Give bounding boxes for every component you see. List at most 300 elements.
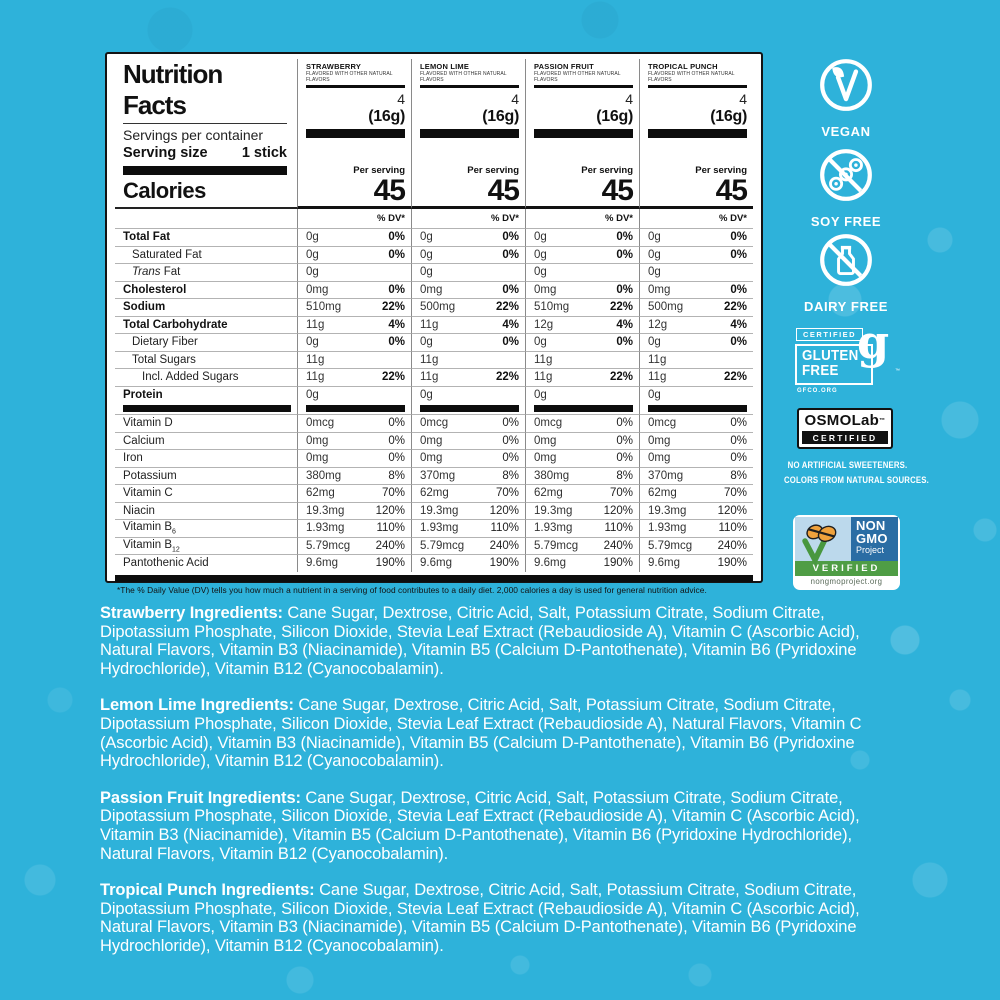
nutrient-daily-value: 70%	[723, 487, 747, 500]
ingredients-section	[100, 604, 906, 974]
nutrient-value-cell	[411, 467, 525, 485]
nutrient-value-cell	[639, 467, 753, 485]
ingredients-paragraph: Tropical Punch Ingredients: Cane Sugar, Dextrose, Citric Acid, Salt, Potassium Citrate, Sodium Citrate, Dipotassium Phosphate, Silicon Dioxide, Stevia Leaf Extract (Rebaudioside A), Vitamin C (Ascorbic Acid), Natural Flavors, Vitamin B3 (Niacinamide), Vitamin B5 (Calcium D-Pantothenate), Vitamin B6 (Pyridoxine Hydrochloride), Vitamin B12 (Cyanocobalamin).	[100, 881, 860, 955]
daily-value-footnote: *The % Daily Value (DV) tells you how much a nutrient in a serving of food contributes to a daily diet. 2,000 calories a day is used for general nutrition advice.	[117, 584, 707, 595]
nutrient-daily-value: 22%	[609, 371, 633, 384]
nutrient-label: Incl. Added Sugars	[142, 371, 239, 384]
nutrient-label-cell	[115, 449, 297, 467]
nutrient-daily-value: 0%	[616, 336, 633, 349]
divider-bar	[534, 85, 633, 88]
nutrient-label: Niacin	[123, 504, 155, 517]
osmolab-certified-label: CERTIFIED	[802, 431, 888, 444]
nutrient-value-cell	[639, 484, 753, 502]
table-row	[115, 467, 753, 485]
nutrient-amount: 0g	[420, 336, 433, 349]
nutrient-value-cell	[411, 228, 525, 246]
ingredients-title: Strawberry Ingredients:	[100, 604, 283, 622]
nutrient-daily-value: 4%	[616, 318, 633, 331]
nutrient-amount: 62mg	[306, 487, 335, 500]
nutrient-value-cell	[525, 368, 639, 386]
nutrient-value-cell	[297, 432, 411, 450]
flavor-serving-size: (16g)	[596, 108, 633, 125]
nutrient-daily-value: 0%	[388, 231, 405, 244]
nutrient-daily-value: 240%	[603, 539, 633, 552]
nutrient-amount: 0mg	[306, 283, 329, 296]
nutrient-amount: 12g	[648, 318, 668, 331]
nutrient-amount: 0g	[648, 336, 661, 349]
bottom-divider-bar	[115, 575, 753, 582]
nutrient-value-cell	[639, 449, 753, 467]
table-row	[115, 351, 753, 369]
table-row	[115, 414, 753, 432]
per-serving-label: Per serving	[467, 165, 519, 176]
nutrient-daily-value: 22%	[609, 301, 633, 314]
nutrient-daily-value: 0%	[502, 283, 519, 296]
nutrient-value-cell	[525, 467, 639, 485]
divider-bar	[306, 129, 405, 138]
daily-value-header: % DV*	[605, 213, 633, 224]
nutrient-daily-value: 0%	[730, 248, 747, 261]
nutrient-label-cell	[115, 246, 297, 264]
nutrient-amount: 0mg	[534, 452, 557, 465]
nutrient-value-cell	[639, 298, 753, 316]
nutrient-daily-value: 70%	[495, 487, 519, 500]
nutrient-value-cell	[411, 333, 525, 351]
nutrient-amount: 370mg	[420, 469, 456, 482]
nutrient-amount: 11g	[306, 371, 325, 384]
section-divider-bar	[534, 405, 633, 412]
nutrient-amount: 11g	[648, 353, 667, 366]
product-claims	[770, 458, 929, 488]
nutrient-daily-value: 0%	[616, 283, 633, 296]
certified-gluten-free-badge	[795, 315, 903, 394]
nutrient-label: Calcium	[123, 434, 165, 447]
vegan-badge	[813, 57, 879, 139]
nutrient-daily-value: 0%	[616, 248, 633, 261]
nutrient-amount: 500mg	[420, 301, 456, 314]
gfco-free-label: FREE	[802, 363, 839, 379]
nutrient-value-cell	[411, 368, 525, 386]
nutrient-value-cell	[411, 386, 525, 404]
flavor-serving-size: (16g)	[368, 108, 405, 125]
gfco-tm: ™	[895, 368, 900, 374]
flavor-subtitle: FLAVORED WITH OTHER NATURAL FLAVORS	[534, 71, 621, 83]
nutrient-label: Saturated Fat	[132, 248, 202, 261]
nutrient-daily-value: 0%	[388, 434, 405, 447]
nutrient-label: Iron	[123, 452, 143, 465]
nutrient-value-cell	[525, 298, 639, 316]
osmolab-logo	[802, 413, 888, 429]
osmolab-certified-badge	[797, 408, 893, 449]
nutrient-amount: 0g	[306, 336, 319, 349]
dairy-free-badge	[803, 232, 889, 314]
flavor-name: LEMON LIME	[420, 62, 470, 71]
serving-size-label: Serving size	[123, 145, 208, 161]
gfco-g-icon: g	[857, 315, 890, 369]
flavor-name: PASSION FRUIT	[534, 62, 594, 71]
nutrient-daily-value: 0%	[388, 417, 405, 430]
nutrient-amount: 0mg	[420, 283, 443, 296]
section-divider-cell	[639, 403, 753, 414]
calories-value: 45	[373, 174, 405, 207]
nutrient-amount: 0mg	[306, 452, 329, 465]
nutrient-value-cell	[297, 449, 411, 467]
nutrient-amount: 510mg	[534, 301, 570, 314]
vegan-label: VEGAN	[821, 124, 871, 139]
flavor-subtitle: FLAVORED WITH OTHER NATURAL FLAVORS	[306, 71, 393, 83]
nutrient-daily-value: 4%	[730, 318, 747, 331]
osmolab-brand: OSMOLab	[804, 412, 880, 429]
non-gmo-text-block	[851, 517, 898, 561]
table-row	[115, 298, 753, 316]
nutrient-amount: 5.79mcg	[648, 539, 693, 552]
section-divider-bar	[648, 405, 747, 412]
nutrient-amount: 11g	[306, 318, 325, 331]
nutrient-amount: 9.6mg	[534, 557, 566, 570]
nutrient-value-cell	[639, 432, 753, 450]
flavor-name: STRAWBERRY	[306, 62, 362, 71]
nutrient-amount: 0mg	[306, 434, 329, 447]
nutrient-label: Sodium	[123, 301, 166, 314]
nutrient-amount: 370mg	[648, 469, 684, 482]
nutrient-amount: 12g	[534, 318, 554, 331]
nutrient-amount: 19.3mg	[534, 504, 573, 517]
nutrient-value-cell	[639, 316, 753, 334]
table-row	[115, 386, 753, 404]
nutrient-daily-value: 110%	[490, 522, 519, 535]
nutrient-value-cell	[525, 519, 639, 537]
section-divider-bar	[123, 405, 291, 412]
gfco-gluten-label: GLUTEN	[802, 348, 859, 364]
nutrient-label-cell	[115, 519, 297, 537]
nutrient-daily-value: 22%	[495, 301, 519, 314]
nutrient-label-cell	[115, 432, 297, 450]
nutrient-amount: 11g	[306, 353, 325, 366]
vegan-icon	[818, 100, 874, 117]
nutrient-label-cell	[115, 368, 297, 386]
nutrient-value-cell	[525, 449, 639, 467]
daily-value-header-cell	[525, 209, 639, 228]
table-row	[115, 554, 753, 572]
nutrient-daily-value: 0%	[502, 452, 519, 465]
daily-value-header-spacer	[115, 209, 297, 228]
table-row	[115, 449, 753, 467]
table-row	[115, 316, 753, 334]
nutrient-amount: 0g	[534, 248, 547, 261]
nutrient-label: Vitamin $B_{12}$	[123, 538, 180, 553]
nutrient-rows	[115, 228, 753, 572]
ingredients-paragraph: Strawberry Ingredients: Cane Sugar, Dextrose, Citric Acid, Salt, Potassium Citrate, Sodium Citrate, Dipotassium Phosphate, Silicon Dioxide, Stevia Leaf Extract (Rebaudioside A), Vitamin C (Ascorbic Acid), Natural Flavors, Vitamin B3 (Niacinamide), Vitamin B5 (Calcium D-Pantothenate), Vitamin B6 (Pyridoxine Hydrochloride), Vitamin B12 (Cyanocobalamin).	[100, 604, 860, 678]
nutrient-amount: 0g	[306, 248, 319, 261]
nutrient-label-cell	[115, 467, 297, 485]
nutrient-amount: 0g	[534, 266, 547, 279]
nutrient-amount: 1.93mg	[420, 522, 459, 535]
nutrient-label-cell	[115, 333, 297, 351]
nutrient-amount: 0g	[420, 388, 433, 401]
nutrient-daily-value: 0%	[730, 452, 747, 465]
calories-label: Calories	[123, 178, 206, 203]
gfco-org-label: GFCO.ORG	[797, 388, 838, 394]
nutrient-value-cell	[297, 414, 411, 432]
daily-value-header-cell	[411, 209, 525, 228]
nutrient-label-cell	[115, 351, 297, 369]
flavor-name: TROPICAL PUNCH	[648, 62, 718, 71]
section-divider-cell	[411, 403, 525, 414]
nutrient-label-cell	[115, 554, 297, 572]
nutrient-daily-value: 8%	[616, 469, 633, 482]
flavor-serving-size: (16g)	[710, 108, 747, 125]
flavor-column-header	[639, 59, 753, 209]
nutrient-value-cell	[525, 537, 639, 555]
soy-free-badge	[808, 147, 884, 229]
nutrient-amount: 5.79mcg	[420, 539, 465, 552]
calories-value: 45	[601, 174, 633, 207]
nutrient-label-cell	[115, 263, 297, 281]
nutrient-amount: 0mg	[648, 283, 671, 296]
nutrient-label: Vitamin $B_6$	[123, 521, 176, 536]
nutrient-daily-value: 0%	[388, 452, 405, 465]
nutrient-amount: 0mg	[420, 434, 443, 447]
flavor-column-header	[525, 59, 639, 209]
nutrient-value-cell	[639, 519, 753, 537]
dairy-free-icon	[818, 275, 874, 292]
nutrient-value-cell	[525, 246, 639, 264]
nutrient-amount: 0g	[648, 388, 661, 401]
serving-size-row	[123, 144, 287, 163]
non-gmo-org-label: nongmoproject.org	[795, 576, 898, 588]
nutrient-amount: 380mg	[306, 469, 342, 482]
nutrient-daily-value: 110%	[604, 522, 633, 535]
nutrient-amount: 0mg	[420, 452, 443, 465]
nutrient-value-cell	[639, 351, 753, 369]
nutrient-value-cell	[411, 316, 525, 334]
nutrient-daily-value: 0%	[388, 248, 405, 261]
nutrient-label: Total Fat	[123, 231, 171, 244]
daily-value-header: % DV*	[719, 213, 747, 224]
nutrient-value-cell	[411, 432, 525, 450]
nutrient-daily-value: 0%	[730, 434, 747, 447]
nutrient-label-cell	[115, 386, 297, 404]
table-row	[115, 403, 753, 414]
nutrient-value-cell	[525, 281, 639, 299]
nutrient-daily-value: 0%	[730, 417, 747, 430]
nutrient-label: Total Carbohydrate	[123, 318, 228, 331]
nutrient-daily-value: 22%	[381, 371, 405, 384]
nutrient-label-cell	[115, 484, 297, 502]
nutrient-value-cell	[297, 368, 411, 386]
nutrient-daily-value: 190%	[375, 557, 405, 570]
nutrient-value-cell	[639, 281, 753, 299]
nutrient-daily-value: 70%	[381, 487, 405, 500]
daily-value-header: % DV*	[377, 213, 405, 224]
nutrient-daily-value: 4%	[502, 318, 519, 331]
table-row	[115, 333, 753, 351]
nutrient-daily-value: 110%	[718, 522, 747, 535]
nutrient-label: Pantothenic Acid	[123, 557, 209, 570]
nutrient-amount: 9.6mg	[306, 557, 338, 570]
calories-value: 45	[487, 174, 519, 207]
nutrient-value-cell	[411, 554, 525, 572]
nutrient-label: Total Sugars	[132, 353, 196, 366]
nutrient-amount: 0g	[534, 336, 547, 349]
ingredients-title: Lemon Lime Ingredients:	[100, 696, 294, 715]
flavor-subtitle: FLAVORED WITH OTHER NATURAL FLAVORS	[420, 71, 507, 83]
nutrient-value-cell	[297, 386, 411, 404]
non-gmo-verified-label: VERIFIED	[795, 561, 898, 576]
nutrient-value-cell	[411, 263, 525, 281]
per-serving-label: Per serving	[695, 165, 747, 176]
nutrient-value-cell	[411, 246, 525, 264]
table-row	[115, 484, 753, 502]
nutrient-amount: 11g	[420, 318, 439, 331]
nutrient-value-cell	[297, 246, 411, 264]
nutrient-daily-value: 22%	[381, 301, 405, 314]
nutrient-amount: 11g	[534, 353, 553, 366]
table-row	[115, 502, 753, 520]
divider-bar	[648, 129, 747, 138]
nutrient-daily-value: 8%	[388, 469, 405, 482]
ingredients-paragraph: Lemon Lime Ingredients: Cane Sugar, Dextrose, Citric Acid, Salt, Potassium Citrate, Sodium Citrate, Dipotassium Phosphate, Silicon Dioxide, Stevia Leaf Extract (Rebaudioside A), Natural Flavors, Vitamin C (Ascorbic Acid), Vitamin B3 (Niacinamide), Vitamin B5 (Calcium D-Pantothenate), Vitamin B6 (Pyridoxine Hydrochloride), Vitamin B12 (Cyanocobalamin).	[100, 696, 862, 771]
calories-value: 45	[715, 174, 747, 207]
nutrient-label-cell	[115, 414, 297, 432]
soy-free-icon	[818, 190, 874, 207]
section-divider-cell	[525, 403, 639, 414]
nutrient-label: Trans Fat	[132, 266, 181, 279]
claim-no-artificial-sweeteners: NO ARTIFICIAL SWEETENERS.	[787, 460, 908, 471]
nutrient-daily-value: 0%	[502, 336, 519, 349]
nutrient-amount: 500mg	[648, 301, 684, 314]
nutrient-value-cell	[411, 484, 525, 502]
nutrient-daily-value: 0%	[616, 231, 633, 244]
divider-bar	[534, 129, 633, 138]
nutrient-daily-value: 0%	[502, 231, 519, 244]
nutrient-amount: 0g	[534, 388, 547, 401]
nutrient-amount: 11g	[420, 371, 439, 384]
nutrient-value-cell	[297, 502, 411, 520]
nutrient-daily-value: 0%	[388, 283, 405, 296]
nutrition-facts-title: Nutrition Facts	[123, 59, 287, 124]
nutrient-label-cell	[115, 298, 297, 316]
nutrient-daily-value: 120%	[603, 504, 633, 517]
nutrient-amount: 0mg	[534, 283, 557, 296]
nutrient-label: Dietary Fiber	[132, 336, 198, 349]
nutrient-amount: 0g	[306, 231, 319, 244]
nutrient-daily-value: 120%	[489, 504, 519, 517]
nutrient-value-cell	[411, 502, 525, 520]
nutrient-label-cell	[115, 316, 297, 334]
nutrient-value-cell	[297, 467, 411, 485]
nutrient-daily-value: 190%	[603, 557, 633, 570]
nutrient-value-cell	[639, 263, 753, 281]
nutrient-daily-value: 4%	[388, 318, 405, 331]
nutrient-daily-value: 0%	[730, 336, 747, 349]
nutrient-value-cell	[525, 228, 639, 246]
nutrient-value-cell	[297, 537, 411, 555]
ingredients-title: Tropical Punch Ingredients:	[100, 881, 315, 900]
serving-size-value: 1 stick	[241, 145, 287, 161]
nutrient-value-cell	[297, 228, 411, 246]
per-serving-label: Per serving	[581, 165, 633, 176]
nutrient-amount: 5.79mcg	[534, 539, 579, 552]
nutrient-daily-value: 240%	[375, 539, 405, 552]
flavor-serving-size: (16g)	[482, 108, 519, 125]
divider-bar	[123, 166, 287, 175]
nutrient-amount: 0g	[306, 388, 319, 401]
claim-natural-colors: COLORS FROM NATURAL SOURCES.	[783, 475, 929, 486]
nutrient-amount: 1.93mg	[648, 522, 687, 535]
nutrient-amount: 0g	[420, 231, 433, 244]
nutrient-daily-value: 240%	[489, 539, 519, 552]
nutrient-daily-value: 0%	[730, 231, 747, 244]
per-serving-label: Per serving	[353, 165, 405, 176]
nutrient-daily-value: 240%	[717, 539, 747, 552]
nutrient-daily-value: 0%	[388, 336, 405, 349]
nutrient-daily-value: 120%	[375, 504, 405, 517]
nutrient-daily-value: 0%	[730, 283, 747, 296]
nutrient-amount: 19.3mg	[420, 504, 459, 517]
nutrient-amount: 19.3mg	[306, 504, 345, 517]
section-divider-cell	[297, 403, 411, 414]
nutrient-value-cell	[411, 281, 525, 299]
nutrient-amount: 0mg	[648, 452, 671, 465]
flavor-servings-value: 4	[625, 91, 633, 107]
nutrient-amount: 11g	[420, 353, 439, 366]
nutrient-value-cell	[639, 414, 753, 432]
ingredients-paragraph: Passion Fruit Ingredients: Cane Sugar, Dextrose, Citric Acid, Salt, Potassium Citrate, Sodium Citrate, Dipotassium Phosphate, Silicon Dioxide, Stevia Leaf Extract (Rebaudioside A), Vitamin C (Ascorbic Acid), Vitamin B3 (Niacinamide), Vitamin B5 (Calcium D-Pantothenate), Vitamin B6 (Pyridoxine Hydrochloride), Natural Flavors, Vitamin B12 (Cyanocobalamin).	[100, 788, 860, 863]
divider-bar	[648, 85, 747, 88]
nutrient-amount: 510mg	[306, 301, 342, 314]
nutrient-amount: 1.93mg	[534, 522, 573, 535]
nutrient-label: Vitamin D	[123, 417, 173, 430]
nutrient-value-cell	[411, 414, 525, 432]
nutrient-amount: 0mcg	[420, 417, 449, 430]
daily-value-header-cell	[639, 209, 753, 228]
section-divider-bar	[420, 405, 519, 412]
nutrient-daily-value: 0%	[502, 248, 519, 261]
table-row	[115, 246, 753, 264]
nutrient-value-cell	[297, 554, 411, 572]
divider-bar	[420, 85, 519, 88]
nutrient-daily-value: 0%	[616, 417, 633, 430]
nutrient-daily-value: 22%	[495, 371, 519, 384]
table-row	[115, 519, 753, 537]
nutrient-daily-value: 22%	[723, 371, 747, 384]
nutrient-value-cell	[639, 246, 753, 264]
nutrient-daily-value: 190%	[717, 557, 747, 570]
gfco-certified-label: CERTIFIED	[796, 328, 863, 341]
nutrition-facts-panel	[105, 52, 763, 595]
non-gmo-line1: NON	[856, 518, 886, 533]
non-gmo-top	[795, 517, 898, 561]
nutrient-amount: 5.79mcg	[306, 539, 351, 552]
nutrient-value-cell	[525, 333, 639, 351]
ingredients-title: Passion Fruit Ingredients:	[100, 788, 301, 807]
flavor-servings-value: 4	[739, 91, 747, 107]
nutrient-amount: 11g	[534, 371, 553, 384]
nutrient-value-cell	[525, 554, 639, 572]
nutrient-value-cell	[297, 281, 411, 299]
nutrient-value-cell	[525, 484, 639, 502]
nutrient-daily-value: 8%	[730, 469, 747, 482]
nutrient-value-cell	[297, 519, 411, 537]
table-row	[115, 228, 753, 246]
non-gmo-line2: GMO	[856, 530, 888, 546]
table-row	[115, 263, 753, 281]
nutrient-amount: 0mcg	[306, 417, 335, 430]
flavor-subtitle: FLAVORED WITH OTHER NATURAL FLAVORS	[648, 71, 735, 83]
nutrient-label: Vitamin C	[123, 487, 173, 500]
flavor-column-header	[297, 59, 411, 209]
